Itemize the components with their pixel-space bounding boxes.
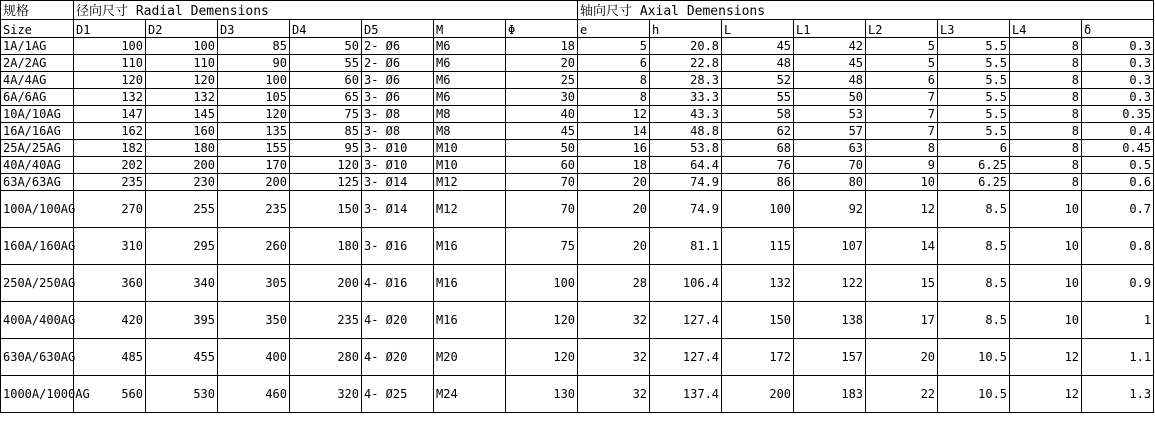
table-cell: 64.4 xyxy=(650,157,722,174)
table-cell: 48 xyxy=(722,55,794,72)
table-cell: 147 xyxy=(74,106,146,123)
table-cell: 18 xyxy=(578,157,650,174)
thread-cell: M6 xyxy=(434,55,506,72)
table-row xyxy=(1,191,1154,228)
table-cell: 235 xyxy=(218,191,290,228)
table-cell: 0.9 xyxy=(1082,265,1154,302)
bolt-holes-cell: 2- Ø6 xyxy=(362,38,434,55)
bolt-holes-cell: 3- Ø14 xyxy=(362,174,434,191)
table-cell: 5.5 xyxy=(938,72,1010,89)
table-cell: 0.8 xyxy=(1082,228,1154,265)
table-cell: 395 xyxy=(146,302,218,339)
table-cell: 16 xyxy=(578,140,650,157)
table-cell: 20 xyxy=(578,191,650,228)
column-header: D1 xyxy=(74,20,146,38)
table-cell: 14 xyxy=(866,228,938,265)
table-cell: 28.3 xyxy=(650,72,722,89)
column-header: D4 xyxy=(290,20,362,38)
table-cell: 230 xyxy=(146,174,218,191)
size-header-cn: 规格 xyxy=(1,1,74,20)
thread-cell: M16 xyxy=(434,228,506,265)
bolt-holes-cell: 4- Ø20 xyxy=(362,339,434,376)
table-cell: 92 xyxy=(794,191,866,228)
table-cell: 350 xyxy=(218,302,290,339)
size-cell: 10A/10AG xyxy=(1,106,74,123)
table-cell: 45 xyxy=(722,38,794,55)
table-cell: 8.5 xyxy=(938,265,1010,302)
table-cell: 8 xyxy=(1010,106,1082,123)
table-cell: 400 xyxy=(218,339,290,376)
bolt-holes-cell: 2- Ø6 xyxy=(362,55,434,72)
table-cell: 157 xyxy=(794,339,866,376)
bolt-holes-cell: 3- Ø10 xyxy=(362,157,434,174)
table-cell: 145 xyxy=(146,106,218,123)
table-cell: 9 xyxy=(866,157,938,174)
table-cell: 10.5 xyxy=(938,339,1010,376)
bolt-holes-cell: 3- Ø6 xyxy=(362,89,434,106)
table-cell: 106.4 xyxy=(650,265,722,302)
table-cell: 202 xyxy=(74,157,146,174)
table-cell: 8 xyxy=(578,72,650,89)
table-cell: 25 xyxy=(506,72,578,89)
table-cell: 55 xyxy=(722,89,794,106)
table-cell: 100 xyxy=(146,38,218,55)
table-cell: 320 xyxy=(290,376,362,413)
column-header: h xyxy=(650,20,722,38)
table-cell: 57 xyxy=(794,123,866,140)
table-cell: 8 xyxy=(1010,72,1082,89)
table-cell: 0.3 xyxy=(1082,89,1154,106)
table-cell: 200 xyxy=(146,157,218,174)
bolt-holes-cell: 3- Ø14 xyxy=(362,191,434,228)
table-cell: 5.5 xyxy=(938,106,1010,123)
table-cell: 182 xyxy=(74,140,146,157)
bolt-holes-cell: 4- Ø16 xyxy=(362,265,434,302)
table-row xyxy=(1,228,1154,265)
table-cell: 1.3 xyxy=(1082,376,1154,413)
table-cell: 18 xyxy=(506,38,578,55)
table-cell: 137.4 xyxy=(650,376,722,413)
table-cell: 28 xyxy=(578,265,650,302)
table-cell: 12 xyxy=(1010,339,1082,376)
table-cell: 7 xyxy=(866,106,938,123)
table-cell: 235 xyxy=(290,302,362,339)
table-cell: 100 xyxy=(506,265,578,302)
table-cell: 260 xyxy=(218,228,290,265)
table-row xyxy=(1,157,1154,174)
table-cell: 60 xyxy=(290,72,362,89)
table-cell: 295 xyxy=(146,228,218,265)
table-cell: 7 xyxy=(866,123,938,140)
table-cell: 50 xyxy=(794,89,866,106)
table-cell: 5 xyxy=(866,55,938,72)
table-cell: 100 xyxy=(218,72,290,89)
size-cell: 1A/1AG xyxy=(1,38,74,55)
group-header-row xyxy=(1,1,1154,20)
table-cell: 135 xyxy=(218,123,290,140)
axial-dimensions-header: 轴向尺寸 Axial Demensions xyxy=(578,1,1154,20)
table-cell: 1 xyxy=(1082,302,1154,339)
table-cell: 105 xyxy=(218,89,290,106)
thread-cell: M6 xyxy=(434,89,506,106)
table-cell: 10 xyxy=(1010,265,1082,302)
table-cell: 68 xyxy=(722,140,794,157)
table-cell: 20 xyxy=(578,228,650,265)
thread-cell: M16 xyxy=(434,265,506,302)
thread-cell: M16 xyxy=(434,302,506,339)
table-cell: 32 xyxy=(578,302,650,339)
table-row xyxy=(1,339,1154,376)
table-cell: 180 xyxy=(146,140,218,157)
table-cell: 180 xyxy=(290,228,362,265)
table-cell: 8 xyxy=(1010,38,1082,55)
table-cell: 6 xyxy=(866,72,938,89)
table-cell: 170 xyxy=(218,157,290,174)
table-cell: 110 xyxy=(146,55,218,72)
table-cell: 150 xyxy=(290,191,362,228)
table-cell: 8 xyxy=(1010,89,1082,106)
table-cell: 560 xyxy=(74,376,146,413)
table-cell: 200 xyxy=(722,376,794,413)
size-cell: 4A/4AG xyxy=(1,72,74,89)
bolt-holes-cell: 3- Ø8 xyxy=(362,106,434,123)
table-cell: 125 xyxy=(290,174,362,191)
table-cell: 63 xyxy=(794,140,866,157)
bolt-holes-cell: 4- Ø25 xyxy=(362,376,434,413)
table-cell: 120 xyxy=(290,157,362,174)
table-cell: 60 xyxy=(506,157,578,174)
bolt-holes-cell: 3- Ø16 xyxy=(362,228,434,265)
table-cell: 120 xyxy=(146,72,218,89)
size-cell: 16A/16AG xyxy=(1,123,74,140)
thread-cell: M10 xyxy=(434,140,506,157)
table-cell: 12 xyxy=(1010,376,1082,413)
table-cell: 43.3 xyxy=(650,106,722,123)
table-cell: 132 xyxy=(74,89,146,106)
table-cell: 86 xyxy=(722,174,794,191)
size-cell: 630A/630AG xyxy=(1,339,74,376)
column-header: L2 xyxy=(866,20,938,38)
table-cell: 74.9 xyxy=(650,191,722,228)
table-cell: 455 xyxy=(146,339,218,376)
size-cell: 160A/160AG xyxy=(1,228,74,265)
table-cell: 45 xyxy=(794,55,866,72)
table-cell: 6.25 xyxy=(938,157,1010,174)
table-cell: 100 xyxy=(722,191,794,228)
thread-cell: M8 xyxy=(434,123,506,140)
table-cell: 340 xyxy=(146,265,218,302)
table-cell: 5.5 xyxy=(938,55,1010,72)
table-cell: 50 xyxy=(506,140,578,157)
table-cell: 22 xyxy=(866,376,938,413)
table-cell: 12 xyxy=(578,106,650,123)
table-cell: 70 xyxy=(506,174,578,191)
table-cell: 200 xyxy=(290,265,362,302)
table-cell: 55 xyxy=(290,55,362,72)
table-cell: 107 xyxy=(794,228,866,265)
table-cell: 33.3 xyxy=(650,89,722,106)
column-header: L4 xyxy=(1010,20,1082,38)
table-cell: 6 xyxy=(578,55,650,72)
table-row xyxy=(1,106,1154,123)
table-cell: 110 xyxy=(74,55,146,72)
table-cell: 8 xyxy=(1010,140,1082,157)
table-cell: 70 xyxy=(506,191,578,228)
table-cell: 10 xyxy=(1010,302,1082,339)
table-cell: 5 xyxy=(578,38,650,55)
table-cell: 420 xyxy=(74,302,146,339)
table-cell: 85 xyxy=(218,38,290,55)
table-cell: 90 xyxy=(218,55,290,72)
table-cell: 50 xyxy=(290,38,362,55)
size-cell: 400A/400AG xyxy=(1,302,74,339)
column-header: D2 xyxy=(146,20,218,38)
size-cell: 63A/63AG xyxy=(1,174,74,191)
table-cell: 8.5 xyxy=(938,191,1010,228)
table-row xyxy=(1,89,1154,106)
table-cell: 255 xyxy=(146,191,218,228)
table-cell: 530 xyxy=(146,376,218,413)
table-cell: 127.4 xyxy=(650,339,722,376)
table-cell: 6.25 xyxy=(938,174,1010,191)
column-header: L xyxy=(722,20,794,38)
table-cell: 132 xyxy=(146,89,218,106)
table-cell: 0.6 xyxy=(1082,174,1154,191)
table-row xyxy=(1,140,1154,157)
table-cell: 62 xyxy=(722,123,794,140)
table-cell: 95 xyxy=(290,140,362,157)
table-cell: 75 xyxy=(506,228,578,265)
size-cell: 40A/40AG xyxy=(1,157,74,174)
table-cell: 122 xyxy=(794,265,866,302)
table-cell: 5.5 xyxy=(938,38,1010,55)
table-cell: 100 xyxy=(74,38,146,55)
table-cell: 80 xyxy=(794,174,866,191)
table-row xyxy=(1,55,1154,72)
table-cell: 127.4 xyxy=(650,302,722,339)
column-header: e xyxy=(578,20,650,38)
table-cell: 10 xyxy=(866,174,938,191)
radial-dimensions-header: 径向尺寸 Radial Demensions xyxy=(74,1,578,20)
table-cell: 17 xyxy=(866,302,938,339)
table-cell: 138 xyxy=(794,302,866,339)
thread-cell: M12 xyxy=(434,191,506,228)
table-cell: 45 xyxy=(506,123,578,140)
table-cell: 32 xyxy=(578,376,650,413)
table-cell: 120 xyxy=(218,106,290,123)
column-header-row xyxy=(1,20,1154,38)
table-cell: 48 xyxy=(794,72,866,89)
table-cell: 10.5 xyxy=(938,376,1010,413)
column-header: D5 xyxy=(362,20,434,38)
table-cell: 10 xyxy=(1010,191,1082,228)
table-cell: 120 xyxy=(506,302,578,339)
table-cell: 15 xyxy=(866,265,938,302)
table-cell: 8.5 xyxy=(938,302,1010,339)
table-row xyxy=(1,265,1154,302)
thread-cell: M20 xyxy=(434,339,506,376)
column-header: L3 xyxy=(938,20,1010,38)
thread-cell: M12 xyxy=(434,174,506,191)
table-cell: 20.8 xyxy=(650,38,722,55)
table-cell: 485 xyxy=(74,339,146,376)
table-cell: 52 xyxy=(722,72,794,89)
table-cell: 305 xyxy=(218,265,290,302)
size-cell: 25A/25AG xyxy=(1,140,74,157)
column-header: D3 xyxy=(218,20,290,38)
table-cell: 6 xyxy=(938,140,1010,157)
table-cell: 42 xyxy=(794,38,866,55)
table-cell: 20 xyxy=(506,55,578,72)
size-cell: 100A/100AG xyxy=(1,191,74,228)
table-cell: 0.45 xyxy=(1082,140,1154,157)
table-row xyxy=(1,302,1154,339)
table-cell: 48.8 xyxy=(650,123,722,140)
table-cell: 280 xyxy=(290,339,362,376)
table-row xyxy=(1,376,1154,413)
table-cell: 65 xyxy=(290,89,362,106)
table-cell: 81.1 xyxy=(650,228,722,265)
table-cell: 53 xyxy=(794,106,866,123)
table-cell: 8 xyxy=(1010,123,1082,140)
table-cell: 0.4 xyxy=(1082,123,1154,140)
table-cell: 120 xyxy=(506,339,578,376)
table-cell: 8 xyxy=(1010,157,1082,174)
bolt-holes-cell: 3- Ø10 xyxy=(362,140,434,157)
table-cell: 10 xyxy=(1010,228,1082,265)
table-row xyxy=(1,123,1154,140)
table-cell: 32 xyxy=(578,339,650,376)
thread-cell: M10 xyxy=(434,157,506,174)
table-cell: 75 xyxy=(290,106,362,123)
table-cell: 8 xyxy=(866,140,938,157)
table-cell: 155 xyxy=(218,140,290,157)
table-cell: 172 xyxy=(722,339,794,376)
table-cell: 0.5 xyxy=(1082,157,1154,174)
bolt-holes-cell: 4- Ø20 xyxy=(362,302,434,339)
table-cell: 235 xyxy=(74,174,146,191)
table-row xyxy=(1,38,1154,55)
table-cell: 58 xyxy=(722,106,794,123)
table-cell: 22.8 xyxy=(650,55,722,72)
table-cell: 150 xyxy=(722,302,794,339)
table-cell: 14 xyxy=(578,123,650,140)
table-cell: 0.3 xyxy=(1082,38,1154,55)
table-cell: 8 xyxy=(1010,174,1082,191)
table-cell: 115 xyxy=(722,228,794,265)
size-cell: 6A/6AG xyxy=(1,89,74,106)
table-cell: 1.1 xyxy=(1082,339,1154,376)
table-cell: 7 xyxy=(866,89,938,106)
table-cell: 5.5 xyxy=(938,123,1010,140)
table-cell: 0.7 xyxy=(1082,191,1154,228)
thread-cell: M6 xyxy=(434,38,506,55)
bolt-holes-cell: 3- Ø6 xyxy=(362,72,434,89)
table-cell: 162 xyxy=(74,123,146,140)
table-cell: 8 xyxy=(578,89,650,106)
table-cell: 70 xyxy=(794,157,866,174)
table-cell: 0.3 xyxy=(1082,72,1154,89)
table-cell: 12 xyxy=(866,191,938,228)
table-cell: 30 xyxy=(506,89,578,106)
table-cell: 8 xyxy=(1010,55,1082,72)
table-cell: 85 xyxy=(290,123,362,140)
table-cell: 76 xyxy=(722,157,794,174)
table-cell: 5.5 xyxy=(938,89,1010,106)
table-cell: 310 xyxy=(74,228,146,265)
column-header: Size xyxy=(1,20,74,38)
table-cell: 183 xyxy=(794,376,866,413)
table-cell: 0.3 xyxy=(1082,55,1154,72)
column-header: δ xyxy=(1082,20,1154,38)
table-cell: 130 xyxy=(506,376,578,413)
size-cell: 2A/2AG xyxy=(1,55,74,72)
thread-cell: M6 xyxy=(434,72,506,89)
table-cell: 270 xyxy=(74,191,146,228)
thread-cell: M24 xyxy=(434,376,506,413)
table-row xyxy=(1,72,1154,89)
table-cell: 120 xyxy=(74,72,146,89)
thread-cell: M8 xyxy=(434,106,506,123)
table-cell: 5 xyxy=(866,38,938,55)
table-cell: 74.9 xyxy=(650,174,722,191)
table-cell: 20 xyxy=(866,339,938,376)
table-cell: 460 xyxy=(218,376,290,413)
table-cell: 0.35 xyxy=(1082,106,1154,123)
table-cell: 53.8 xyxy=(650,140,722,157)
size-cell: 1000A/1000AG xyxy=(1,376,74,413)
table-cell: 160 xyxy=(146,123,218,140)
table-cell: 8.5 xyxy=(938,228,1010,265)
table-cell: 200 xyxy=(218,174,290,191)
table-row xyxy=(1,174,1154,191)
table-cell: 132 xyxy=(722,265,794,302)
table-cell: 40 xyxy=(506,106,578,123)
column-header: Φ xyxy=(506,20,578,38)
table-cell: 360 xyxy=(74,265,146,302)
column-header: L1 xyxy=(794,20,866,38)
column-header: M xyxy=(434,20,506,38)
bolt-holes-cell: 3- Ø8 xyxy=(362,123,434,140)
size-cell: 250A/250AG xyxy=(1,265,74,302)
table-cell: 20 xyxy=(578,174,650,191)
